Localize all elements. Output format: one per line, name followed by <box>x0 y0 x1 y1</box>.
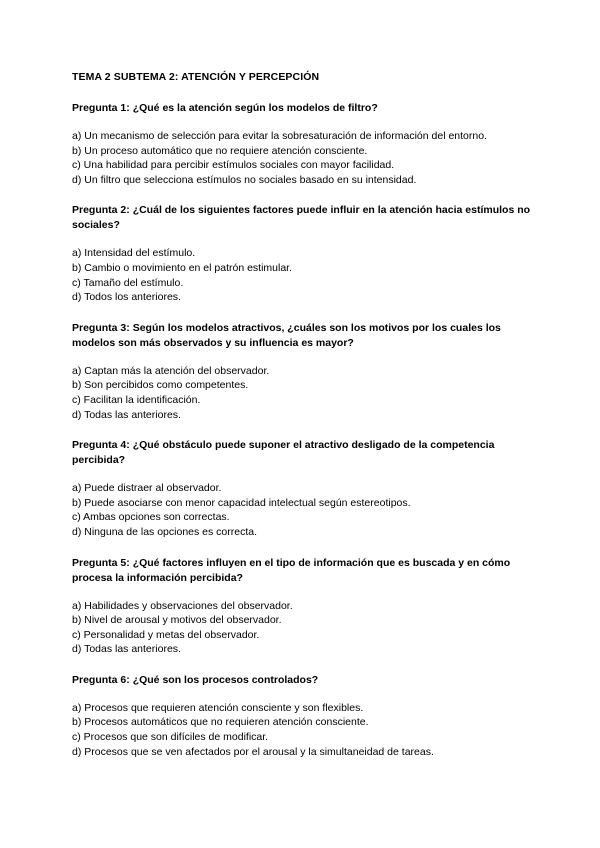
option-a: a) Puede distraer al observador. <box>72 482 222 495</box>
option-a: a) Habilidades y observaciones del observador. <box>72 599 293 612</box>
option-c: c) Ambas opciones son correctas. <box>72 511 230 524</box>
option-b: b) Puede asociarse con menor capacidad intelectual según estereotipos. <box>72 496 411 509</box>
question-text <box>72 556 532 586</box>
option-b: b) Procesos automáticos que no requieren atención consciente. <box>72 716 369 729</box>
question-text <box>72 321 532 351</box>
question-prompt: ¿Cuál de los siguientes factores puede influir en la atención hacia estímulos no sociales? <box>72 204 531 232</box>
question-label: Pregunta 3: <box>72 321 130 334</box>
document-title: TEMA 2 SUBTEMA 2: ATENCIÓN Y PERCEPCIÓN <box>72 71 320 83</box>
question-1 <box>72 101 532 187</box>
option-d: d) Ninguna de las opciones es correcta. <box>72 525 258 538</box>
option-c: c) Una habilidad para percibir estímulos sociales con mayor facilidad. <box>72 159 395 172</box>
question-label: Pregunta 2: <box>72 204 130 217</box>
option-c: c) Procesos que son difíciles de modificar. <box>72 731 269 744</box>
question-prompt: ¿Qué factores influyen en el tipo de información que es buscada y en cómo procesa la información percibida? <box>72 556 511 584</box>
question-label: Pregunta 5: <box>72 556 130 569</box>
question-text <box>72 673 532 688</box>
options-list <box>72 481 532 539</box>
option-b: b) Son percibidos como competentes. <box>72 379 249 392</box>
option-d: d) Procesos que se ven afectados por el arousal y la simultaneidad de tareas. <box>72 745 434 758</box>
question-text <box>72 203 532 233</box>
option-c: c) Personalidad y metas del observador. <box>72 628 260 641</box>
option-d: d) Todas las anteriores. <box>72 408 181 421</box>
option-a: a) Intensidad del estímulo. <box>72 247 196 260</box>
option-d: d) Todos los anteriores. <box>72 291 181 304</box>
question-prompt: Según los modelos atractivos, ¿cuáles son los motivos por los cuales los modelos son más observados y su influencia es mayor? <box>72 321 501 349</box>
question-label: Pregunta 4: <box>72 439 130 452</box>
options-list <box>72 364 532 422</box>
option-b: b) Nivel de arousal y motivos del observador. <box>72 614 282 627</box>
question-label: Pregunta 1: <box>72 102 130 114</box>
question-3 <box>72 321 532 422</box>
question-text <box>72 438 532 468</box>
options-list <box>72 701 532 759</box>
options-list <box>72 129 532 187</box>
question-prompt: ¿Qué son los procesos controlados? <box>132 673 319 686</box>
option-a: a) Procesos que requieren atención consciente y son flexibles. <box>72 701 364 714</box>
question-prompt: ¿Qué es la atención según los modelos de filtro? <box>132 102 378 114</box>
option-a: a) Un mecanismo de selección para evitar la sobresaturación de información del entorno. <box>72 130 487 142</box>
option-b: b) Un proceso automático que no requiere atención consciente. <box>72 144 368 157</box>
option-c: c) Tamaño del estímulo. <box>72 276 184 289</box>
question-label: Pregunta 6: <box>72 673 130 686</box>
option-a: a) Captan más la atención del observador. <box>72 364 270 377</box>
option-d: d) Un filtro que selecciona estímulos no sociales basado en su intensidad. <box>72 173 417 186</box>
option-c: c) Facilitan la identificación. <box>72 393 201 406</box>
question-2 <box>72 203 532 304</box>
options-list <box>72 246 532 304</box>
options-list <box>72 599 532 657</box>
question-text <box>72 101 532 116</box>
option-b: b) Cambio o movimiento en el patrón estimular. <box>72 261 293 274</box>
question-6 <box>72 673 532 759</box>
option-d: d) Todas las anteriores. <box>72 643 181 656</box>
question-4 <box>72 438 532 539</box>
question-prompt: ¿Qué obstáculo puede suponer el atractivo desligado de la competencia percibida? <box>72 439 495 467</box>
document-page <box>72 70 532 775</box>
question-5 <box>72 556 532 657</box>
